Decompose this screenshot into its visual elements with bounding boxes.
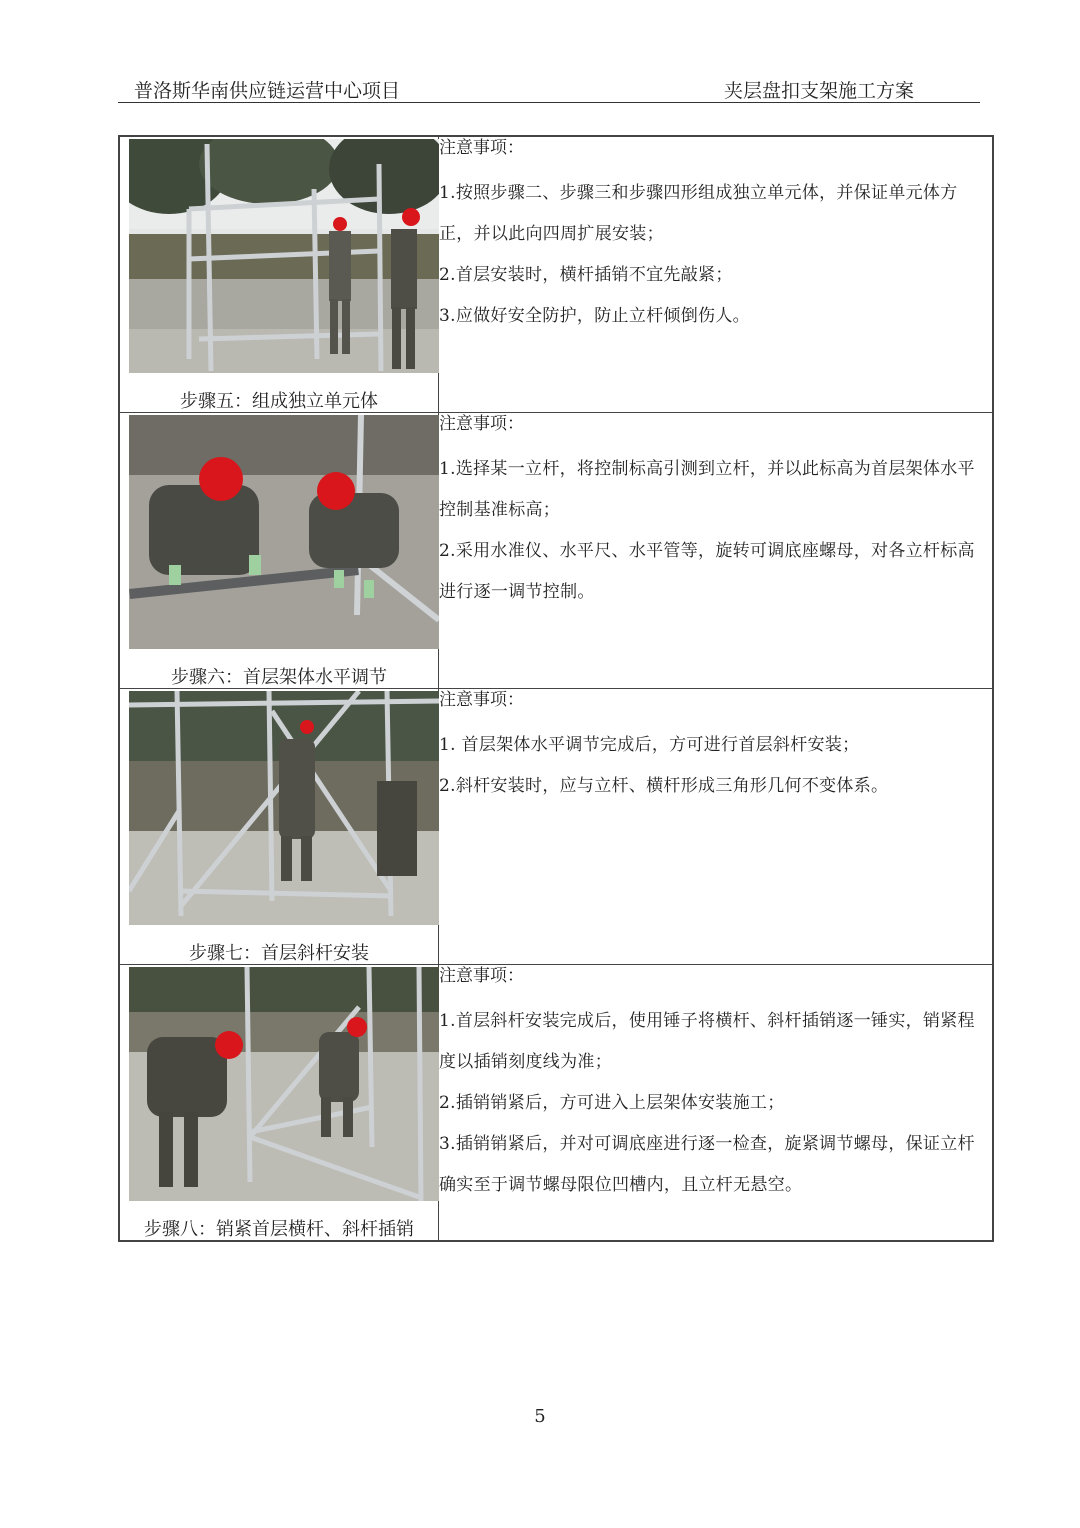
notes-cell (439, 413, 994, 689)
note-item: 2.插销销紧后，方可进入上层架体安装施工； (439, 1093, 785, 1113)
step-caption: 步骤七：首层斜杆安装 (189, 943, 369, 964)
header-document-title: 夹层盘扣支架施工方案 (723, 80, 914, 102)
page-number: 5 (534, 1406, 546, 1427)
note-item: 2.首层安装时，横杆插销不宜先敲紧； (439, 265, 733, 285)
page-header (118, 74, 980, 103)
note-item: 1. 首层架体水平调节完成后，方可进行首层斜杆安装； (439, 735, 860, 755)
note-item: 1.首层斜杆安装完成后，使用锤子将横杆、斜杆插销逐一锤实，销紧程度以插销刻度线为准； (439, 1011, 975, 1072)
scaffold-photo-diagonal-installation (129, 691, 439, 925)
step-caption: 步骤五：组成独立单元体 (180, 391, 378, 412)
notes-cell (439, 136, 994, 413)
table-row (119, 413, 993, 689)
note-title: 注意事项： (439, 414, 524, 434)
photo-cell (119, 689, 439, 965)
step-caption: 步骤六：首层架体水平调节 (171, 667, 387, 688)
photo-cell (119, 136, 439, 413)
step-caption: 步骤八：销紧首层横杆、斜杆插销 (144, 1219, 414, 1240)
note-item: 3.应做好安全防护，防止立杆倾倒伤人。 (439, 306, 750, 326)
table-row (119, 965, 993, 1242)
note-title: 注意事项： (439, 966, 524, 986)
table-row (119, 689, 993, 965)
note-title: 注意事项： (439, 138, 524, 158)
scaffold-photo-workers-leveling (129, 415, 439, 649)
scaffold-photo-workers-assembling-unit (129, 139, 439, 373)
notes-cell (439, 689, 994, 965)
photo-cell (119, 413, 439, 689)
scaffold-photo-hammering-pins (129, 967, 439, 1201)
steps-table (118, 135, 994, 1242)
note-item: 3.插销销紧后，并对可调底座进行逐一检查，旋紧调节螺母，保证立杆确实至于调节螺母限位凹槽内，且立杆无悬空。 (439, 1134, 975, 1195)
note-item: 2.斜杆安装时，应与立杆、横杆形成三角形几何不变体系。 (439, 776, 889, 796)
note-item: 1.选择某一立杆，将控制标高引测到立杆，并以此标高为首层架体水平控制基准标高； (439, 459, 975, 520)
note-item: 2.采用水准仪、水平尺、水平管等，旋转可调底座螺母，对各立杆标高进行逐一调节控制。 (439, 541, 975, 602)
table-row (119, 136, 993, 413)
header-project-name: 普洛斯华南供应链运营中心项目 (134, 80, 401, 102)
notes-cell (439, 965, 994, 1242)
note-title: 注意事项： (439, 690, 524, 710)
photo-cell (119, 965, 439, 1242)
note-item: 1.按照步骤二、步骤三和步骤四形组成独立单元体，并保证单元体方正，并以此向四周扩展安装； (439, 183, 958, 244)
